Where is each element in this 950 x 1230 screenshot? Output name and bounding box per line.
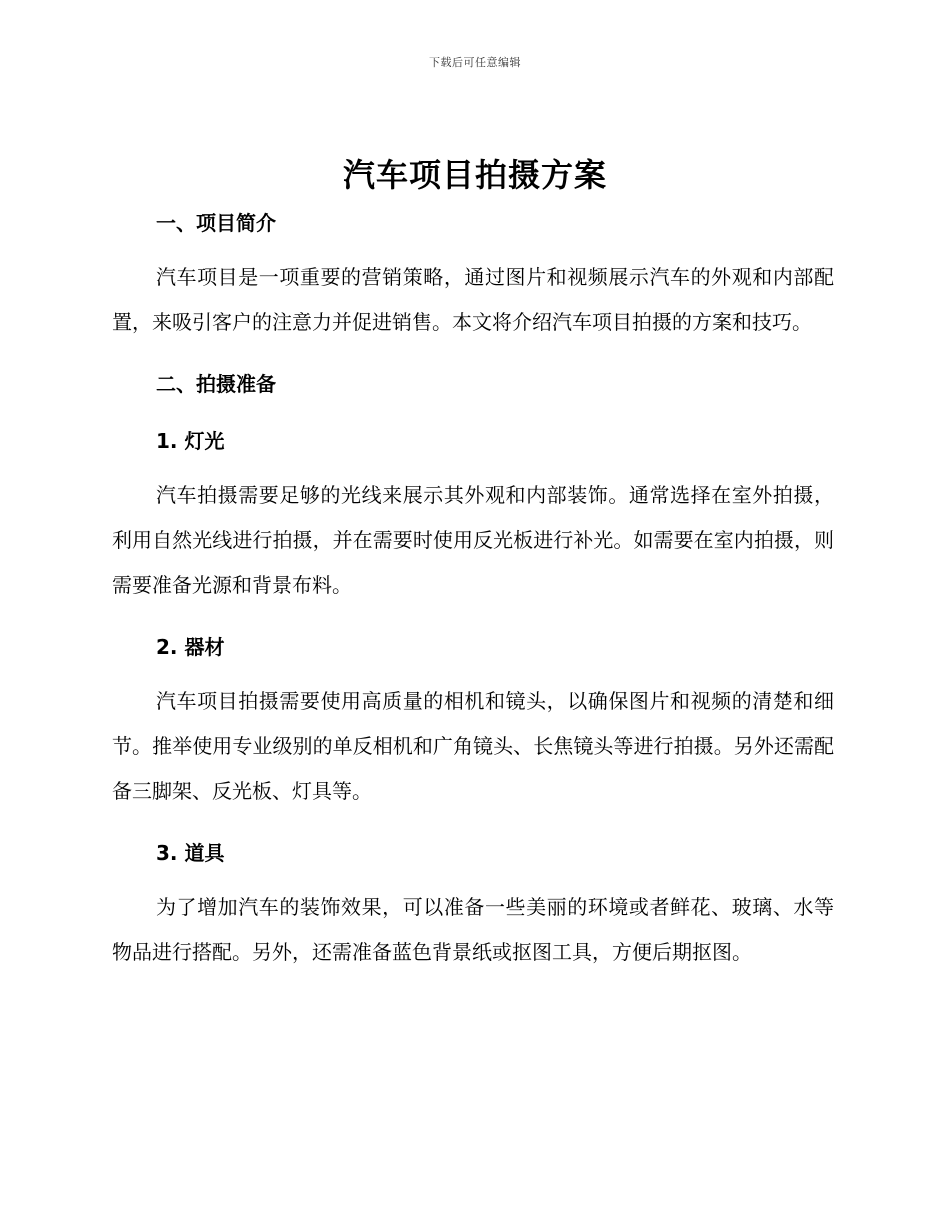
subsection-paragraph-equipment: 汽车项目拍摄需要使用高质量的相机和镜头，以确保图片和视频的清楚和细节。推举使用专业级别的单反相机和广角镜头、长焦镜头等进行拍摄。另外还需配备三脚架、反光板、灯具等。 (112, 689, 834, 803)
subsection-heading-props: 3. 道具 (156, 841, 225, 865)
section-paragraph-intro: 汽车项目是一项重要的营销策略，通过图片和视频展示汽车的外观和内部配置，来吸引客户的注意力并促进销售。本文将介绍汽车项目拍摄的方案和技巧。 (112, 265, 834, 334)
subsection-heading-equipment: 2. 器材 (156, 635, 225, 659)
section-heading-intro: 一、项目简介 (156, 211, 276, 235)
subsection-heading-lighting: 1. 灯光 (156, 429, 225, 453)
section-heading-preparation: 二、拍摄准备 (156, 372, 276, 396)
subsection-paragraph-lighting: 汽车拍摄需要足够的光线来展示其外观和内部装饰。通常选择在室外拍摄，利用自然光线进行拍摄，并在需要时使用反光板进行补光。如需要在室内拍摄，则需要准备光源和背景布料。 (112, 483, 834, 597)
document-body (112, 205, 834, 975)
subsection-paragraph-props: 为了增加汽车的装饰效果，可以准备一些美丽的环境或者鲜花、玻璃、水等物品进行搭配。另外，还需准备蓝色背景纸或抠图工具，方便后期抠图。 (112, 895, 834, 964)
header-note: 下载后可任意编辑 (429, 56, 521, 69)
document-title: 汽车项目拍摄方案 (342, 156, 607, 194)
